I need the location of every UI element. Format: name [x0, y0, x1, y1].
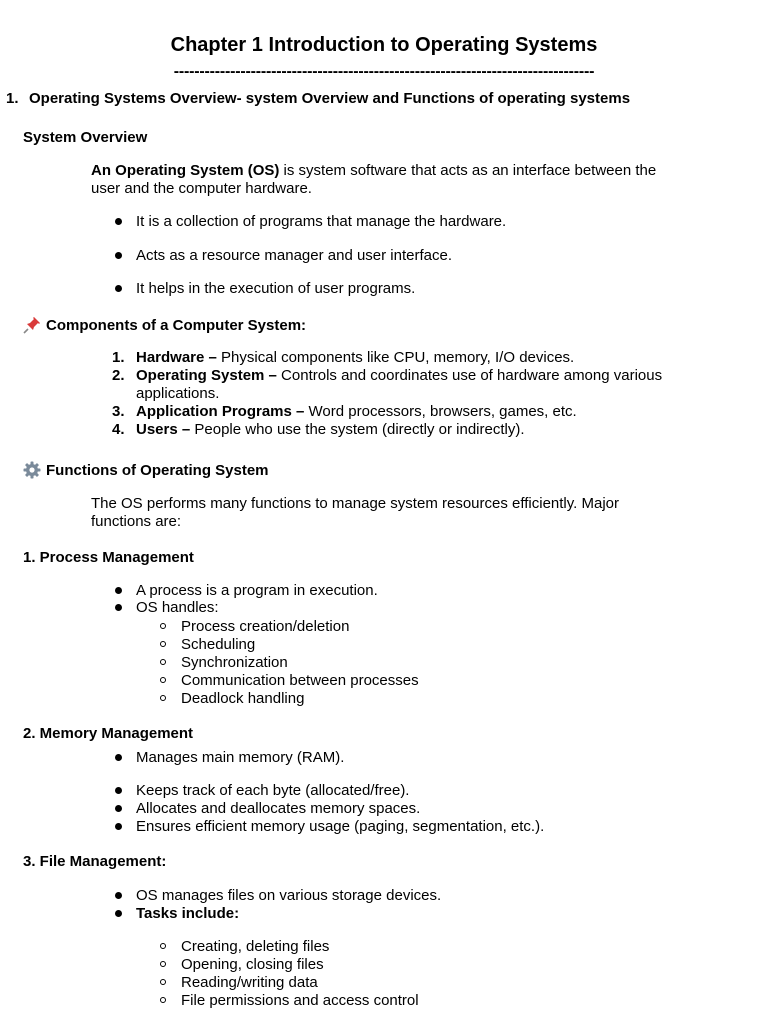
sub-list-item: File permissions and access control — [181, 992, 419, 1009]
bullet-icon — [115, 252, 122, 259]
sub-bullet-icon — [160, 695, 166, 701]
functions-heading: Functions of Operating System — [46, 462, 269, 479]
file-heading: 3. File Management: — [23, 853, 167, 870]
page-title: Chapter 1 Introduction to Operating Systems — [170, 34, 598, 56]
memory-heading: 2. Memory Management — [23, 725, 194, 742]
list-item: A process is a program in execution. — [136, 582, 378, 599]
list-item: Manages main memory (RAM). — [136, 749, 345, 766]
components-heading: Components of a Computer System: — [46, 317, 307, 334]
list-item — [136, 403, 577, 421]
sub-bullet-icon — [160, 997, 166, 1003]
list-item — [136, 349, 574, 367]
sub-list-item: Communication between processes — [181, 672, 419, 689]
sub-list-item: Synchronization — [181, 654, 288, 671]
list-item: Acts as a resource manager and user interface. — [136, 247, 452, 264]
list-item: It is a collection of programs that manage the hardware. — [136, 213, 507, 230]
list-item: OS handles: — [136, 599, 219, 616]
bullet-icon — [115, 587, 122, 594]
list-number: 3. — [112, 403, 125, 420]
os-definition-term: An Operating System (OS) — [91, 162, 280, 179]
sub-bullet-icon — [160, 961, 166, 967]
item-text: Word processors, browsers, games, etc. — [304, 403, 577, 420]
sub-bullet-icon — [160, 623, 166, 629]
system-overview-heading: System Overview — [23, 129, 148, 146]
bullet-icon — [115, 910, 122, 917]
process-heading: 1. Process Management — [23, 549, 194, 566]
list-item-continuation: applications. — [136, 385, 220, 402]
os-definition-text: is system software that acts as an interface between the — [279, 162, 657, 179]
gear-icon — [22, 460, 42, 484]
bullet-icon — [115, 285, 122, 292]
sub-bullet-icon — [160, 943, 166, 949]
functions-intro-line2: functions are: — [91, 513, 182, 530]
list-item: Ensures efficient memory usage (paging, segmentation, etc.). — [136, 818, 545, 835]
item-term: Users – — [136, 421, 191, 438]
bullet-icon — [115, 218, 122, 225]
item-term: Application Programs – — [136, 403, 305, 420]
pushpin-icon — [22, 315, 42, 339]
bullet-icon — [115, 604, 122, 611]
bullet-icon — [115, 892, 122, 899]
list-item — [136, 421, 525, 439]
sub-list-item: Opening, closing files — [181, 956, 324, 973]
sub-list-item: Reading/writing data — [181, 974, 318, 991]
sub-list-item: Creating, deleting files — [181, 938, 330, 955]
list-item: OS manages files on various storage devices. — [136, 887, 442, 904]
os-definition-line2: user and the computer hardware. — [91, 180, 312, 197]
list-item: Allocates and deallocates memory spaces. — [136, 800, 421, 817]
list-number: 2. — [112, 367, 125, 384]
sub-bullet-icon — [160, 659, 166, 665]
bullet-icon — [115, 823, 122, 830]
separator: ---------------------------------------------------------------------------------- — [173, 63, 595, 80]
sub-bullet-icon — [160, 979, 166, 985]
bullet-icon — [115, 805, 122, 812]
list-item: It helps in the execution of user programs. — [136, 280, 416, 297]
bullet-icon — [115, 754, 122, 761]
item-term: Hardware – — [136, 349, 217, 366]
bullet-icon — [115, 787, 122, 794]
item-term: Operating System – — [136, 367, 277, 384]
item-text: Physical components like CPU, memory, I/O devices. — [216, 349, 575, 366]
section-heading: Operating Systems Overview- system Overview and Functions of operating systems — [29, 90, 631, 107]
item-text: People who use the system (directly or indirectly). — [190, 421, 525, 438]
list-item: Keeps track of each byte (allocated/free). — [136, 782, 410, 799]
list-item — [136, 367, 662, 385]
list-number: 1. — [112, 349, 125, 366]
sub-bullet-icon — [160, 677, 166, 683]
functions-intro-line1: The OS performs many functions to manage system resources efficiently. Major — [91, 495, 619, 512]
list-item: Tasks include: — [136, 905, 240, 922]
section-number: 1. — [6, 90, 19, 107]
sub-list-item: Deadlock handling — [181, 690, 305, 707]
sub-list-item: Scheduling — [181, 636, 256, 653]
list-number: 4. — [112, 421, 125, 438]
item-text: Controls and coordinates use of hardware among various — [276, 367, 663, 384]
sub-bullet-icon — [160, 641, 166, 647]
sub-list-item: Process creation/deletion — [181, 618, 350, 635]
os-definition-line1 — [91, 162, 656, 180]
